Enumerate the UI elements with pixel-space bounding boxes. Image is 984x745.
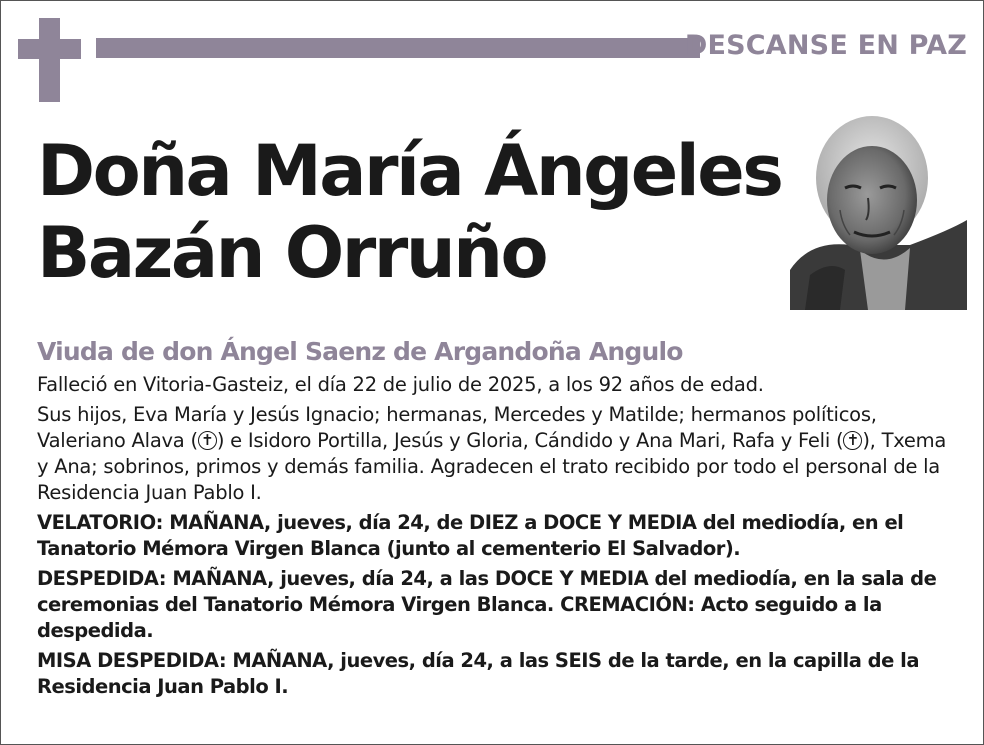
family-text-1: Sus hijos, Eva María y Jesús Ignacio; hermanas, Mercedes y Matilde; hermanos políticos, Valeriano Alava (: [37, 403, 877, 452]
cross-icon: [18, 18, 81, 102]
portrait-icon: [790, 110, 967, 310]
rip-label: DESCANSE EN PAZ: [684, 30, 967, 61]
death-notice: Falleció en Vitoria-Gasteiz, el día 22 de julio de 2025, a los 92 años de edad.: [37, 373, 764, 396]
name-line-2: Bazán Orruño: [37, 212, 547, 294]
portrait-photo: [790, 110, 967, 310]
header-rule: [96, 38, 700, 58]
deceased-name: [37, 130, 797, 294]
cross-icon: ✝: [843, 431, 862, 450]
family-text-2: ) e Isidoro Portilla, Jesús y Gloria, Cándido y Ana Mari, Rafa y Feli (: [216, 429, 844, 452]
despedida-paragraph: DESPEDIDA: MAÑANA, jueves, día 24, a las DOCE Y MEDIA del mediodía, en la sala de ceremonias del Tanatorio Mémora Virgen Blanca. CREMACIÓN: Acto seguido a la despedida.: [37, 567, 937, 642]
notice-body: [37, 332, 957, 704]
cross-icon: ✝: [198, 431, 217, 450]
widow-subtitle: Viuda de don Ángel Saenz de Argandoña Angulo: [37, 337, 683, 366]
family-paragraph: [37, 402, 957, 506]
velatorio-paragraph: VELATORIO: MAÑANA, jueves, día 24, de DIEZ a DOCE Y MEDIA del mediodía, en el Tanatorio Mémora Virgen Blanca (junto al cementerio El Salvador).: [37, 511, 904, 560]
family-text-3: ), Txema y Ana; sobrinos, primos y demás familia. Agradecen el trato recibido por todo el personal de la Residencia Juan Pablo I.: [37, 429, 947, 504]
name-line-1: Doña María Ángeles: [37, 130, 782, 212]
misa-paragraph: MISA DESPEDIDA: MAÑANA, jueves, día 24, a las SEIS de la tarde, en la capilla de la Residencia Juan Pablo I.: [37, 649, 919, 698]
